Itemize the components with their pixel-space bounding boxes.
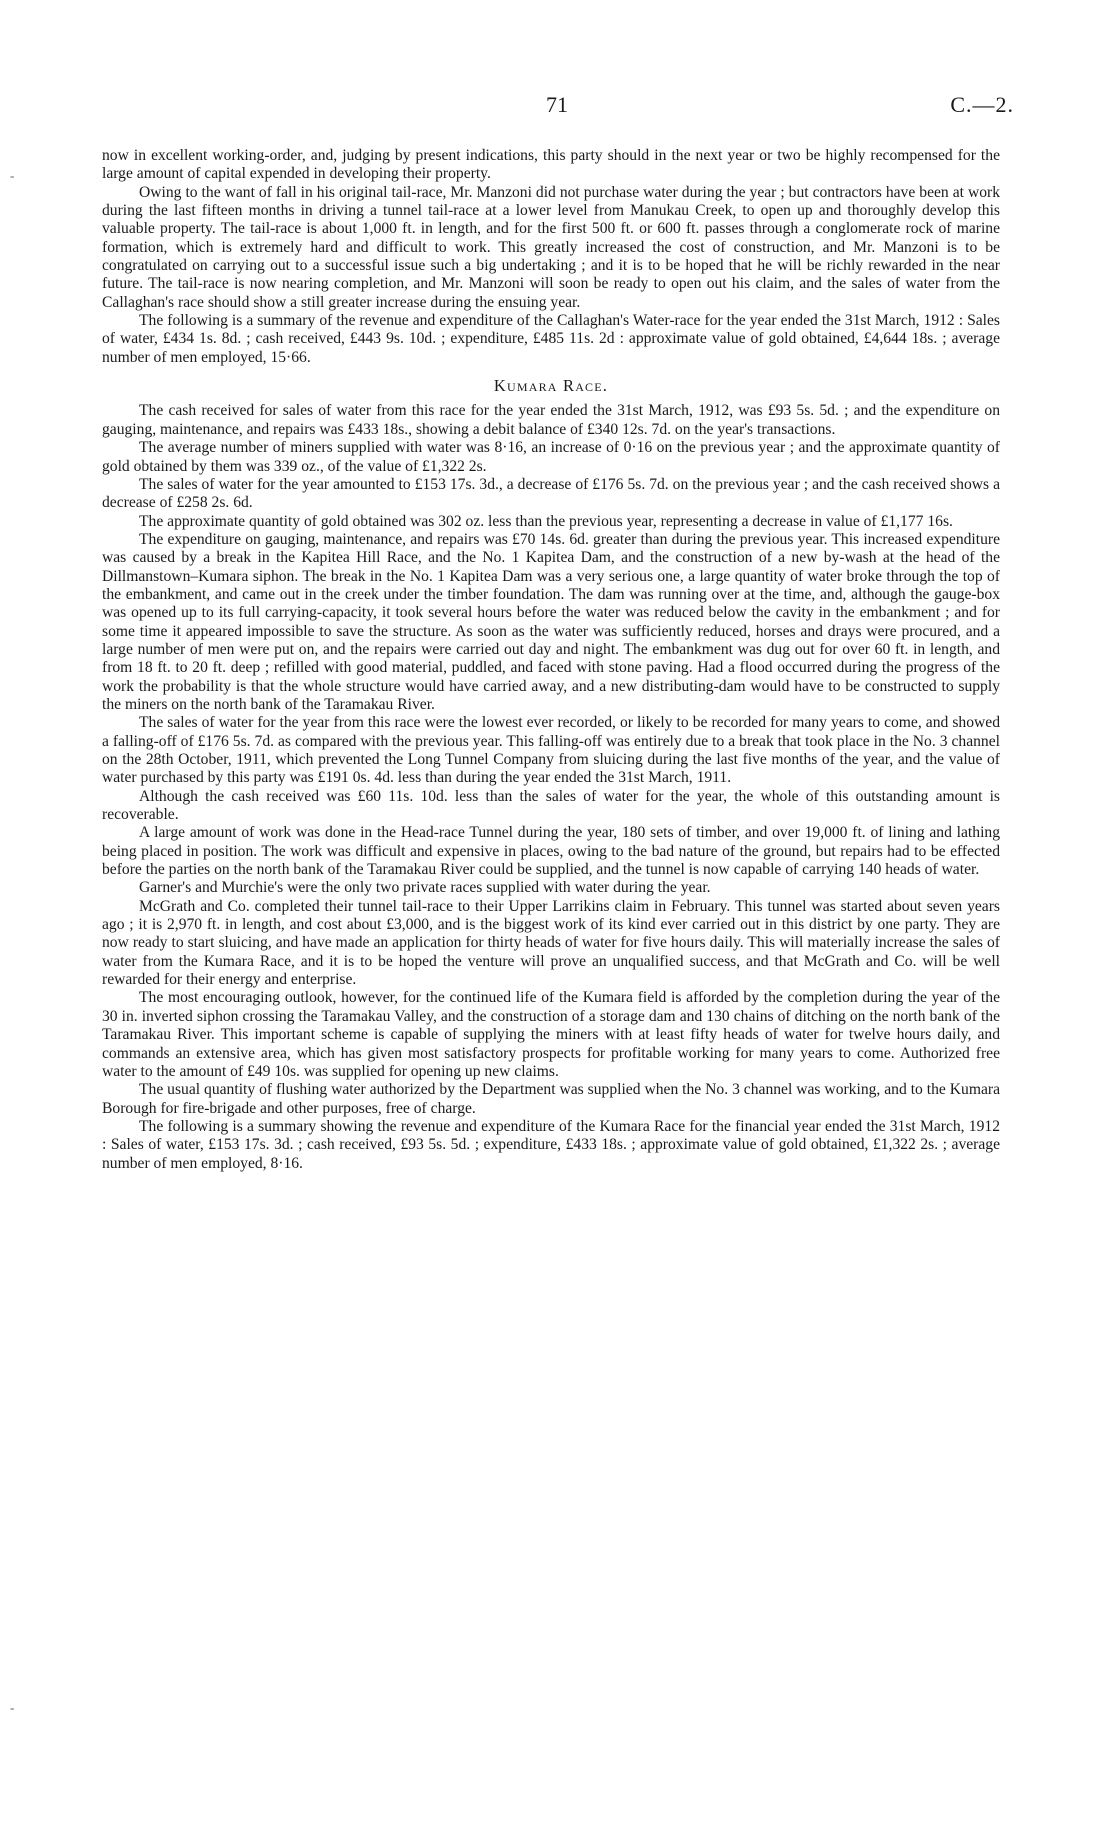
paragraph: The sales of water for the year from this race were the lowest ever recorded, or likely to be recorded for many years to come, and showed a falling-off of £176 5s. 7d. as compared with the previous year. This falling-off was entirely due to a break that took place in the No. 3 channel on the 28th October, 1911, which prevented the Long Tunnel Company from sluicing during the last five months of the year, and the value of water purchased by this party was £191 0s. 4d. less than during the year ended the 31st March, 1911. [102,714,1000,787]
paragraph: The average number of miners supplied with water was 8·16, an increase of 0·16 on the previous year ; and the approximate quantity of gold obtained by them was 339 oz., of the value of £1,322 2s. [102,439,1000,475]
paper-reference: C.—2. [950,92,1014,117]
paragraph: Owing to the want of fall in his original tail-race, Mr. Manzoni did not purchase water during the year ; but contractors have been at work during the last fifteen months in driving a tunnel tail-race at a lower level from Manukau Creek, to open up and thoroughly develop this valuable property. The tail-race is about 1,000 ft. in length, and for the first 500 ft. or 600 ft. passes through a conglomerate rock of marine formation, which is extremely hard and difficult to work. This greatly increased the cost of construction, and Mr. Manzoni is to be congratulated on carrying out to a successful issue such a big undertaking ; and it is to be hoped that he will be richly rewarded in the near future. The tail-race is now nearing completion, and Mr. Manzoni will soon be ready to open out his claim, and the sales of water from the Callaghan's race should show a still greater increase during the ensuing year. [102,183,1000,311]
paragraph: McGrath and Co. completed their tunnel tail-race to their Upper Larrikins claim in February. This tunnel was started about seven years ago ; it is 2,970 ft. in length, and cost about £3,000, and is the biggest work of its kind ever carried out in this district by one party. They are now ready to start sluicing, and have made an application for thirty heads of water for five hours daily. This will materially increase the sales of water from the Kumara Race, and it is to be hoped the venture will prove an unqualified success, and that McGrath and Co. will be well rewarded for their energy and enterprise. [102,897,1000,989]
paragraph: Although the cash received was £60 11s. 10d. less than the sales of water for the year, the whole of this outstanding amount is recoverable. [102,787,1000,824]
section-heading: Kumara Race. [493,376,609,396]
page-number: 71 [546,92,568,117]
paragraph: The cash received for sales of water from this race for the year ended the 31st March, 1912, was £93 5s. 5d. ; and the expenditure on gauging, maintenance, and repairs was £433 18s., showing a debit balance of £340 12s. 7d. on the year's transactions. [102,402,1000,438]
paragraph: A large amount of work was done in the Head-race Tunnel during the year, 180 sets of timber, and over 19,000 ft. of lining and lathing being placed in position. The work was difficult and expensive in places, owing to the bad nature of the ground, but repairs had to be effected before the parties on the north bank of the Taramakau River could be supplied, and the tunnel is now capable of carrying 140 heads of water. [102,824,1000,879]
paragraph: The following is a summary of the revenue and expenditure of the Callaghan's Water-race for the year ended the 31st March, 1912 : Sales of water, £434 1s. 8d. ; cash received, £443 9s. 10d. ; expenditure, £485 11s. 2d : approximate value of gold obtained, £4,644 18s. ; average number of men employed, 15·66. [102,312,1000,366]
paragraph: The sales of water for the year amounted to £153 17s. 3d., a decrease of £176 5s. 7d. on the previous year ; and the cash received shows a decrease of £258 2s. 6d. [102,475,1000,512]
paragraph: The expenditure on gauging, maintenance, and repairs was £70 14s. 6d. greater than during the previous year. This increased expenditure was caused by a break in the Kapitea Hill Race, and the No. 1 Kapitea Dam, and the construction of a new by-wash at the head of the Dillmanstown–Kumara siphon. The break in the No. 1 Kapitea Dam was a very serious one, a large quantity of water broke through the top of the embankment, and came out in the creek under the timber foundation. The dam was running over at the time, and, although the gauge-box was opened up to its full carrying-capacity, it took several hours before the water was reduced below the cavity in the embankment ; and for some time it appeared impossible to save the structure. As soon as the water was sufficiently reduced, horses and drays were procured, and a large number of men were put on, and the repairs were carried out day and night. The embankment was dug out for over 60 ft. in length, and from 18 ft. to 20 ft. deep ; refilled with good material, puddled, and faced with stone paving. Had a flood occurred during the progress of the work the probability is that the whole structure would have carried away, and a new distributing-dam would have to be constructed to supply the miners on the north bank of the Taramakau River. [102,530,1000,713]
paragraph: The following is a summary showing the revenue and expenditure of the Kumara Race for the financial year ended the 31st March, 1912 : Sales of water, £153 17s. 3d. ; cash received, £93 5s. 5d. ; expenditure, £433 18s. ; approximate value of gold obtained, £1,322 2s. ; average number of men employed, 8·16. [102,1117,1000,1172]
margin-mark: - [10,1700,15,1715]
paragraph: Garner's and Murchie's were the only two private races supplied with water during the year. [139,879,711,897]
paragraph: The most encouraging outlook, however, for the continued life of the Kumara field is afforded by the completion during the year of the 30 in. inverted siphon crossing the Taramakau Valley, and the construction of a storage dam and 130 chains of ditching on the north bank of the Taramakau River. This important scheme is capable of supplying the miners with at least fifty heads of water for twelve hours daily, and commands an extensive area, which has given most satisfactory prospects for profitable working for many years to come. Authorized free water to the amount of £49 10s. was supplied for opening up new claims. [102,989,1000,1080]
paragraph: now in excellent working-order, and, judging by present indications, this party should in the next year or two be highly recompensed for the large amount of capital expended in developing their property. [102,147,1000,183]
paragraph: The usual quantity of flushing water authorized by the Department was supplied when the No. 3 channel was working, and to the Kumara Borough for fire-brigade and other purposes, free of charge. [102,1081,1000,1117]
margin-mark: - [10,168,15,183]
body-text [102,147,1000,1173]
paragraph: The approximate quantity of gold obtained was 302 oz. less than the previous year, representing a decrease in value of £1,177 16s. [139,512,953,530]
page-header [100,92,1014,122]
